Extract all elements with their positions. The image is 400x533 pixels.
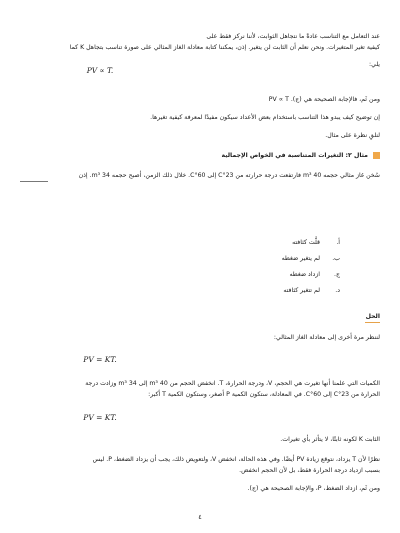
option-letter: د. xyxy=(335,287,340,294)
answer-line: ومن ثَم، فالإجابة الصحيحة هي (ج). PV ∝ T xyxy=(268,96,380,103)
paragraph-line: الكميات التي علمنا أنها تغيرت هي الحجم، V، ودرجة الحرارة، T. انخفض الحجم من 40 m³ إلى 34 m³ وزادت درجة xyxy=(85,380,380,387)
blank-line xyxy=(20,181,48,182)
option-letter: أ. xyxy=(336,239,340,246)
option-b[interactable] xyxy=(282,254,340,263)
example-marker xyxy=(373,152,380,159)
equation-ideal-gas: PV = KT. xyxy=(83,413,117,422)
paragraph-line: كيفية تغير المتغيرات. ونحن نعلم أن الثابت لن يتغير. إذن، يمكننا كتابة معادلة الغاز المثالي على صورة تناسب بتجاهل K كما xyxy=(69,44,380,51)
option-letter: ج. xyxy=(334,271,340,278)
final-answer: ومن ثَم، ازداد الضغط، P، والإجابة الصحيحة هي (ج). xyxy=(247,485,380,492)
paragraph-line: الحرارة من 23°C إلى 60°C. في المعادلة، ستكون الكمية P أصغر، وستكون الكمية T أكبر: xyxy=(148,391,380,398)
example-question: سُخن غاز مثالي حجمه 40 m³ فارتفعت درجة حرارته من 23°C إلى 60°C. خلال ذلك الزمن، أصبح حجمه 34 m³. إذن xyxy=(78,172,380,179)
paragraph-line: إن توضيح كيف يبدو هذا التناسب باستخدام بعض الأعداد سيكون مفيدًا لمعرفة كيفية تغيرها. xyxy=(150,114,380,121)
paragraph-line: نظرًا لأن T يزداد، نتوقع زيادة PV أيضًا. وفي هذه الحالة، انخفض V، ولتعويض ذلك، يجب أن يزداد الضغط، P. ليس xyxy=(92,456,380,463)
option-text: ازداد ضغطه xyxy=(289,271,320,278)
option-text: لم يتغير ضغطه xyxy=(281,255,320,262)
solution-intro: لننظر مرة أخرى إلى معادلة الغاز المثالي: xyxy=(273,334,380,341)
page-number: ٤ xyxy=(198,513,202,521)
solution-label: الحل xyxy=(365,313,380,320)
example-heading: مثال ٢: التغيرات المتناسبة في الخواص الإجمالية xyxy=(221,152,368,159)
paragraph-line: بسبب ازدياد درجة الحرارة فقط، بل لأن الحجم انخفض. xyxy=(239,467,380,474)
paragraph-line: عند التعامل مع التناسب عادةً ما نتجاهل الثوابت، لأننا نركز فقط على xyxy=(206,33,380,40)
paragraph-line: الثابت K لكونه ثابتًا، لا يتأثر بأي تغيرات. xyxy=(280,436,380,443)
option-d[interactable] xyxy=(283,286,340,295)
option-text: لم تتغير كثافته xyxy=(283,287,320,294)
option-letter: ب. xyxy=(332,255,340,262)
solution-underline xyxy=(365,322,380,323)
equation-ideal-gas: PV = KT. xyxy=(83,355,117,364)
paragraph-line: يلي: xyxy=(368,61,380,68)
option-c[interactable] xyxy=(289,270,340,279)
option-a[interactable] xyxy=(292,238,340,247)
option-text: قلَّت كثافته xyxy=(292,239,320,246)
equation-proportional: PV ∝ T. xyxy=(86,66,114,75)
paragraph-line: لنلقِ نظرة على مثال. xyxy=(325,132,380,139)
